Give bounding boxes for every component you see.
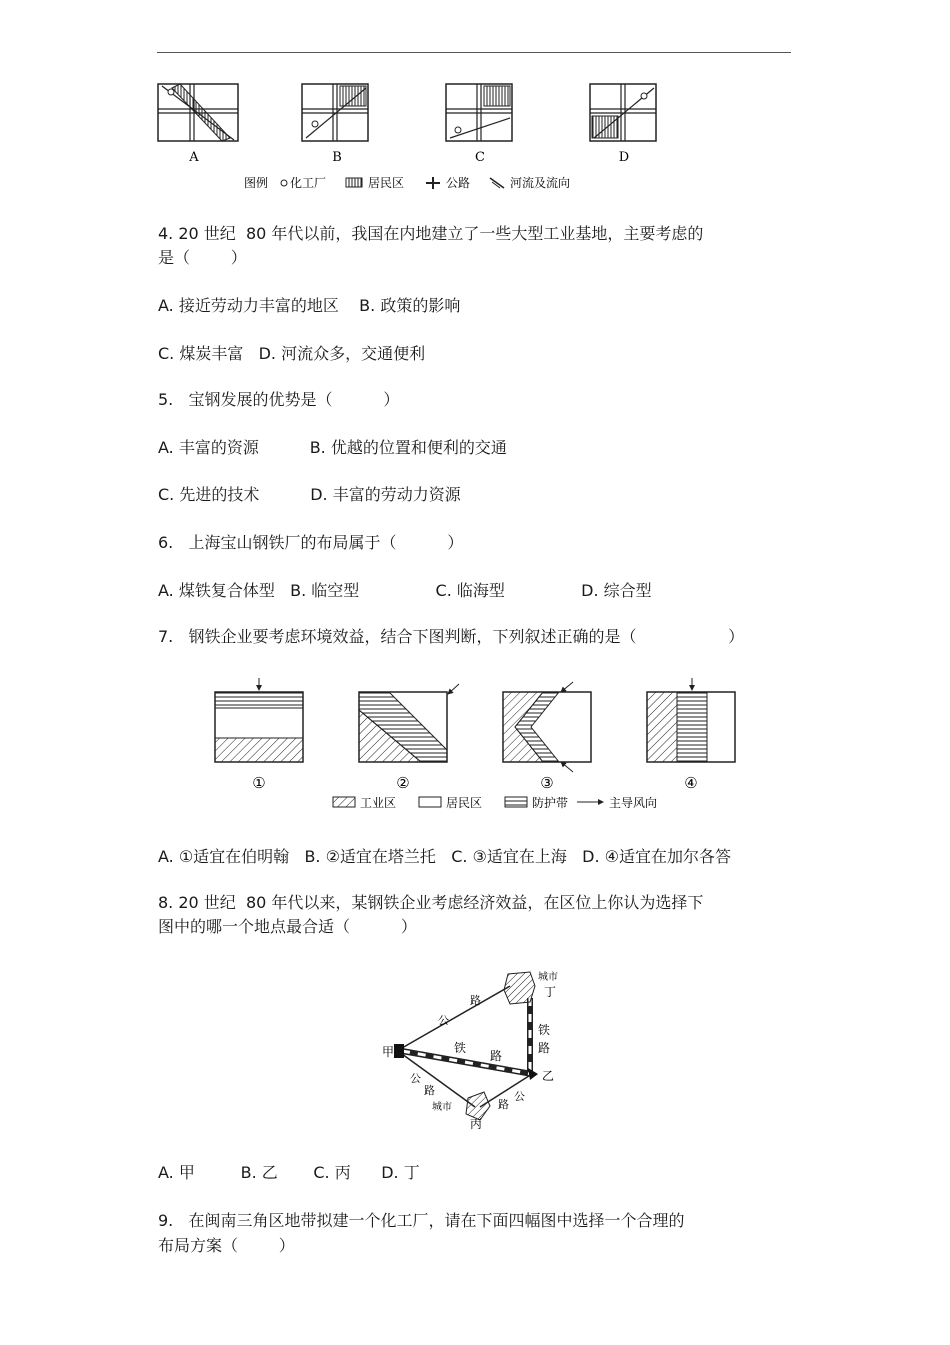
site-jia-marker [394, 1044, 404, 1058]
q8-stem-line2: 图中的哪一个地点最合适（ ） [158, 917, 417, 936]
panel-label-b: B [332, 150, 342, 165]
layout-panel-c [446, 84, 512, 141]
legend-belt: 防护带 [532, 796, 569, 810]
legend-residential-2: 居民区 [446, 796, 483, 810]
chemical-plant-layout-figure [150, 78, 600, 196]
q9-stem-line2: 布局方案（ ） [158, 1236, 295, 1255]
residential-icon [346, 178, 362, 187]
river-icon [490, 178, 504, 188]
env-label-3: ③ [540, 774, 554, 792]
road-icon [426, 177, 440, 189]
env-panel-3 [503, 682, 591, 772]
industrial-zone-icon [333, 797, 355, 807]
label-jia: 甲 [382, 1045, 395, 1059]
label-road-lu-1: 路 [470, 994, 481, 1007]
protective-belt-icon [505, 797, 527, 807]
legend-industrial: 工业区 [360, 796, 397, 810]
env-label-4: ④ [684, 774, 698, 792]
q5-options-ab: A. 丰富的资源 B. 优越的位置和便利的交通 [158, 438, 507, 457]
city-ding-shape [504, 972, 535, 1004]
label-road-gong-1: 公 [438, 1014, 449, 1027]
label-city-ding: 城市 [538, 972, 558, 983]
label-rail-lu-2: 路 [538, 1041, 551, 1055]
label-rail-tie-2: 铁 [538, 1023, 551, 1037]
q4-stem-line1: 4. 20 世纪 80 年代以前，我国在内地建立了一些大型工业基地，主要考虑的 [158, 224, 704, 243]
steel-plant-environment-figure [205, 676, 745, 816]
legend-road: 公路 [446, 176, 471, 190]
panel-label-a: A [189, 150, 199, 165]
env-label-1: ① [252, 774, 266, 792]
legend-chem: 化工厂 [290, 176, 327, 190]
label-city-bing: 城市 [432, 1102, 452, 1113]
layout-panel-a [158, 84, 238, 141]
label-ding: 丁 [544, 985, 557, 999]
q7-stem: 7. 钢铁企业要考虑环境效益，结合下图判断，下列叙述正确的是（ ） [158, 627, 745, 646]
q4-options-cd: C. 煤炭丰富 D. 河流众多，交通便利 [158, 344, 426, 363]
q6-stem: 6. 上海宝山钢铁厂的布局属于（ ） [158, 533, 464, 552]
header-rule [157, 52, 791, 53]
q8-stem-line1: 8. 20 世纪 80 年代以来，某钢铁企业考虑经济效益，在区位上你认为选择下 [158, 893, 704, 912]
label-road-lu-2: 路 [424, 1084, 435, 1097]
label-yi: 乙 [542, 1069, 555, 1083]
location-map-figure [380, 962, 580, 1132]
legend-river: 河流及流向 [510, 176, 571, 190]
legend-residential: 居民区 [368, 176, 405, 190]
label-rail-lu-1: 路 [490, 1049, 503, 1063]
q5-stem: 5. 宝钢发展的优势是（ ） [158, 390, 400, 409]
env-panel-4 [647, 678, 735, 762]
road-jia-ding [402, 986, 510, 1048]
label-road-gong-2: 公 [410, 1072, 421, 1085]
q7-options: A. ①适宜在伯明翰 B. ②适宜在塔兰托 C. ③适宜在上海 D. ④适宜在加尔各答 [158, 847, 731, 866]
label-bing: 丙 [470, 1117, 483, 1131]
layout-panel-b [302, 84, 368, 141]
rail-jia-yi [402, 1051, 532, 1074]
q5-options-cd: C. 先进的技术 D. 丰富的劳动力资源 [158, 485, 461, 504]
env-label-2: ② [396, 774, 410, 792]
residential-zone-icon [419, 797, 441, 807]
label-rail-tie-1: 铁 [454, 1041, 467, 1055]
legend-wind: 主导风向 [609, 796, 658, 810]
q9-stem-line1: 9. 在闽南三角区地带拟建一个化工厂，请在下面四幅图中选择一个合理的 [158, 1211, 685, 1230]
panel-label-c: C [475, 150, 485, 165]
city-bing-shape [466, 1092, 490, 1120]
layout-panel-d-figure [586, 78, 666, 170]
env-panel-1 [215, 678, 303, 762]
panel-label-d: D [618, 150, 630, 165]
label-road-lu-3: 路 [498, 1098, 509, 1111]
legend-title: 图例 [244, 176, 269, 190]
q6-options: A. 煤铁复合体型 B. 临空型 C. 临海型 D. 综合型 [158, 581, 652, 600]
env-panel-2 [359, 684, 459, 762]
label-road-gong-3: 公 [514, 1090, 525, 1103]
q4-options-ab: A. 接近劳动力丰富的地区 B. 政策的影响 [158, 296, 461, 315]
chem-plant-icon [281, 180, 287, 186]
q4-stem-line2: 是（ ） [158, 248, 247, 267]
q8-options: A. 甲 B. 乙 C. 丙 D. 丁 [158, 1163, 420, 1182]
